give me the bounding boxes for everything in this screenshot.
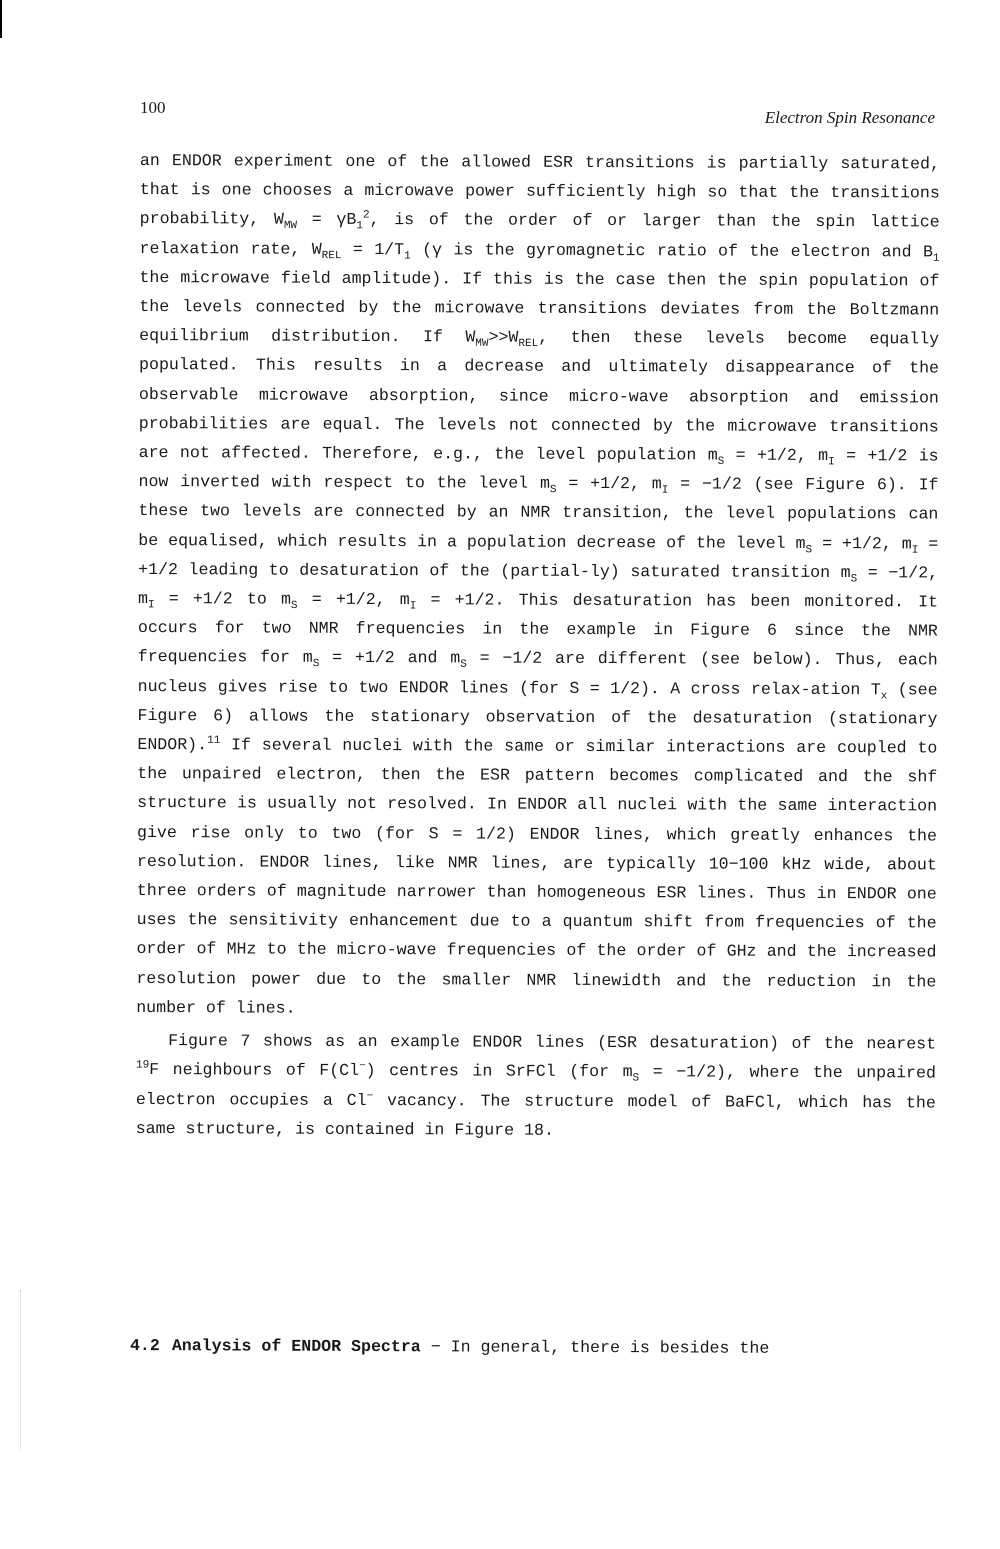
page-header xyxy=(140,98,935,128)
page-number: 100 xyxy=(140,98,166,117)
scan-dotted-edge xyxy=(20,1290,21,1450)
section-title: Analysis of ENDOR Spectra xyxy=(171,1336,421,1357)
section-lead-text: − In general, there is besides the xyxy=(420,1337,770,1358)
paragraph-figure-7: Figure 7 shows as an example ENDOR lines (ESR desaturation) of the nearest $^{19}$F neighbours of F(Cl−) centres in SrFCl (for $m_S = -1/2$), where the unpaired electron occupies a Cl− vacancy. The structure model of BaFCl, which has the same structure, is contained in Figure 18. xyxy=(135,1031,937,1140)
section-heading-4-2 xyxy=(130,1336,930,1358)
body-text xyxy=(136,146,940,1146)
paragraph-endor-experiment: an ENDOR experiment one of the allowed ESR transitions is partially saturated, that is one chooses a microwave power sufficiently high so that the transitions probability, $W_{MW} = \gamma B_1^2$, is of the order of or larger than the spin lattice relaxation rate, $W_{REL} = 1/T_1$ (γ is the gyromagnetic ratio of the electron and $B_1$ the microwave field amplitude). If this is the case then the spin population of the levels connected by the microwave transitions deviates from the Boltzmann equilibrium distribution. If $W_{MW}>>W_{REL}$, then these levels become equally populated. This results in a decrease and ultimately disappearance of the observable microwave absorption, since micro-wave absorption and emission probabilities are equal. The levels not connected by the microwave transitions are not affected. Therefore, e.g., the level population $m_S = +1/2$, $m_I = +1/2$ is now inverted with respect to the level $m_S = +1/2$, $m_I = -1/2$ (see Figure 6). If these two levels are connected by an NMR transition, the level populations can be equalised, which results in a population decrease of the level $m_S = +1/2$, $m_I = +1/2$ leading to desaturation of the (partial-ly) saturated transition $m_S = -1/2$, $m_I = +1/2$ to $m_S = +1/2$, $m_I = +1/2$. This desaturation has been monitored. It occurs for two NMR frequencies in the example in Figure 6 since the NMR frequencies for $m_S = +1/2$ and $m_S = -1/2$ are different (see below). Thus, each nucleus gives rise to two ENDOR lines (for S = 1/2). A cross relax-ation $T_x$ (see Figure 6) allows the stationary observation of the desaturation (stationary ENDOR).$^{11}$ If several nuclei with the same or similar interactions are coupled to the unpaired electron, then the ESR pattern becomes complicated and the shf structure is usually not resolved. In ENDOR all nuclei with the same interaction give rise only to two (for S = 1/2) ENDOR lines, which greatly enhances the resolution. ENDOR lines, like NMR lines, are typically 10−100 kHz wide, about three orders of magnitude narrower than homogeneous ESR lines. Thus in ENDOR one uses the sensitivity enhancement due to a quantum shift from frequencies of the order of MHz to the micro-wave frequencies of the order of GHz and the increased resolution power due to the smaller NMR linewidth and the reduction in the number of lines. xyxy=(136,150,940,1018)
page-edge-line xyxy=(0,0,2,38)
section-number: 4.2 xyxy=(129,1336,160,1356)
running-head: Electron Spin Resonance xyxy=(764,108,935,127)
